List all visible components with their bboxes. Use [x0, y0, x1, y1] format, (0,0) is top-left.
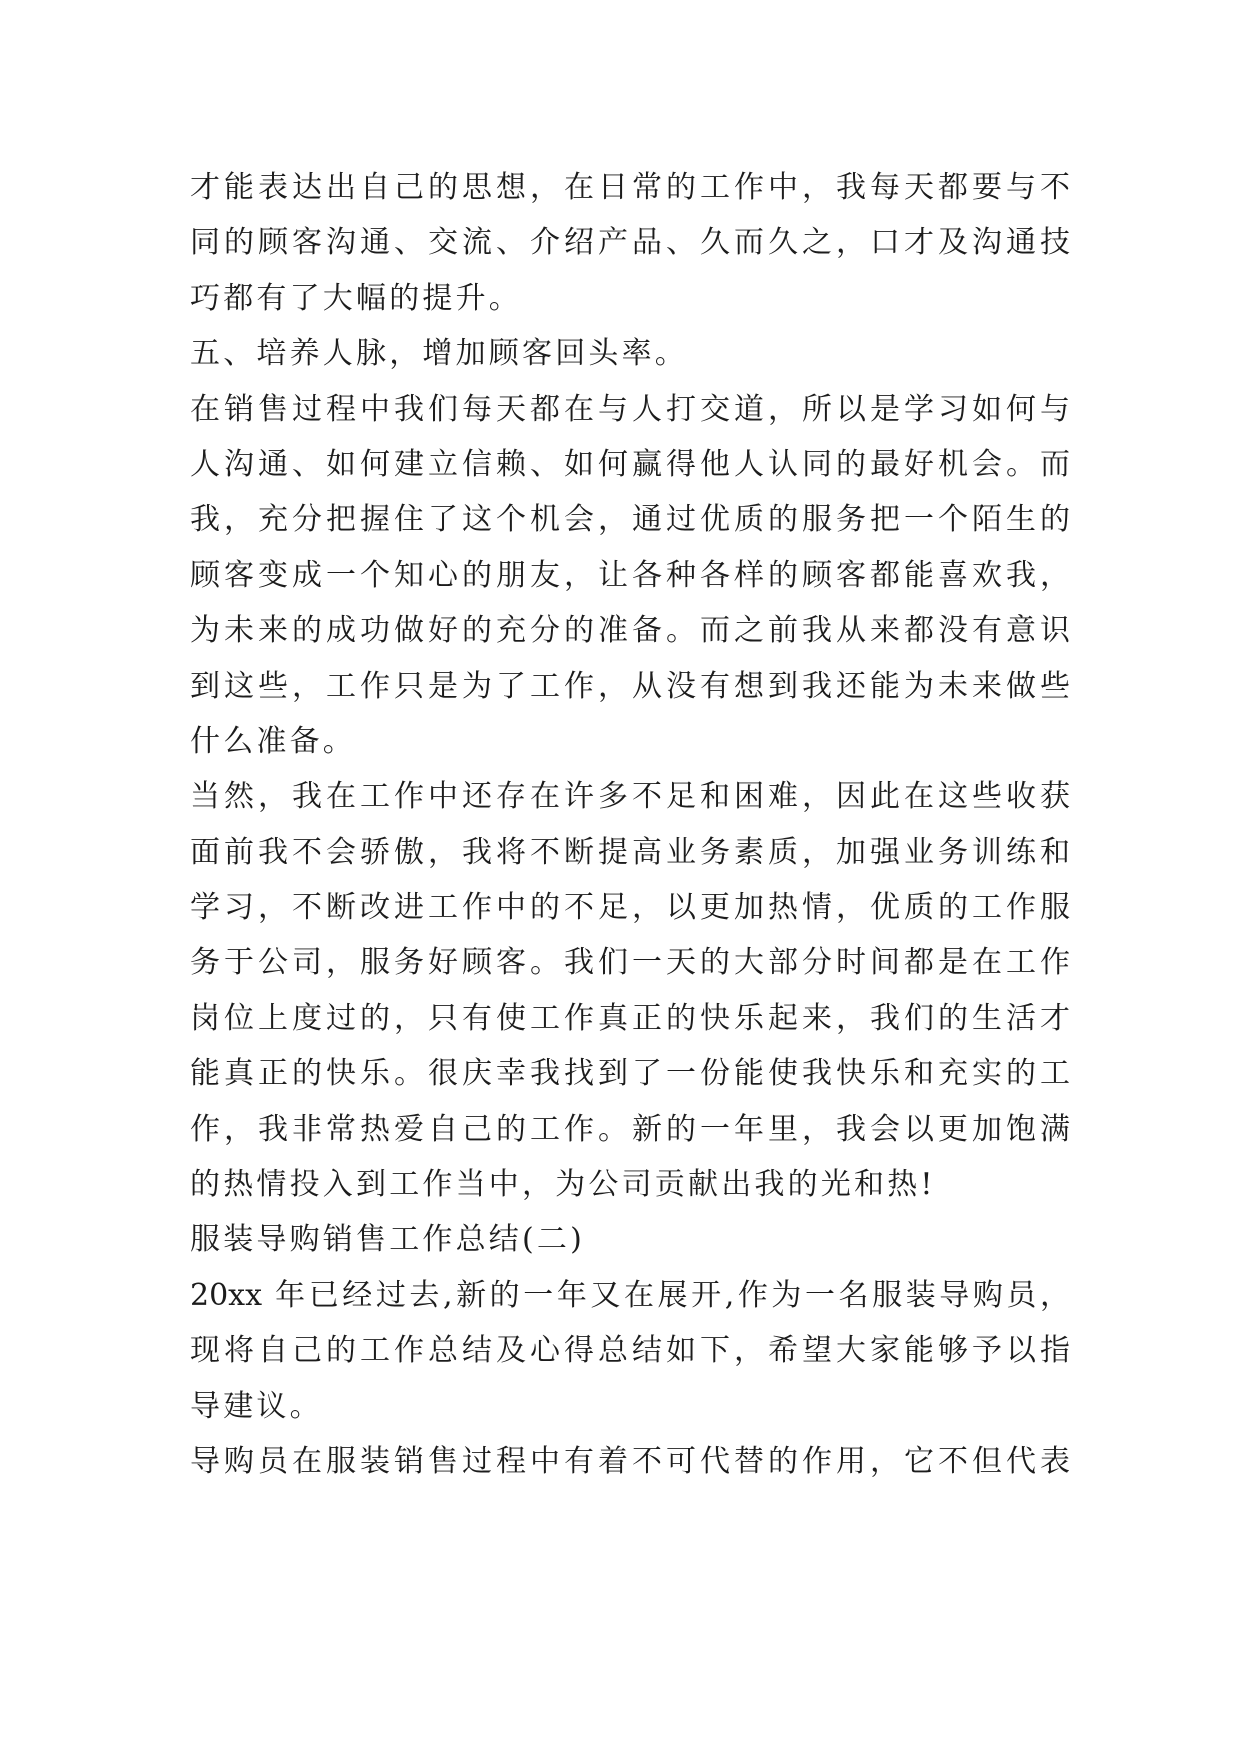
- text-line: 我，充分把握住了这个机会，通过优质的服务把一个陌生的: [190, 502, 1070, 538]
- text-line: 务于公司，服务好顾客。我们一天的大部分时间都是在工作: [190, 945, 1070, 981]
- text-line: 导建议。: [190, 1388, 323, 1424]
- text-line: 在销售过程中我们每天都在与人打交道，所以是学习如何与: [190, 391, 1070, 427]
- text-line: 人沟通、如何建立信赖、如何赢得他人认同的最好机会。而: [190, 446, 1070, 482]
- text-line: 能真正的快乐。很庆幸我找到了一份能使我快乐和充实的工: [190, 1056, 1070, 1092]
- text-line: 才能表达出自己的思想，在日常的工作中，我每天都要与不: [190, 170, 1070, 205]
- text-line: 学习，不断改进工作中的不足，以更加热情，优质的工作服: [190, 890, 1070, 926]
- text-line: 当然，我在工作中还存在许多不足和困难，因此在这些收获: [190, 779, 1070, 815]
- text-line: 岗位上度过的，只有使工作真正的快乐起来，我们的生活才: [190, 1000, 1070, 1036]
- text-line: 什么准备。: [190, 723, 356, 759]
- text-line: 现将自己的工作总结及心得总结如下，希望大家能够予以指: [190, 1333, 1070, 1369]
- section-heading: 五、培养人脉，增加顾客回头率。: [190, 336, 688, 372]
- document-title: 服装导购销售工作总结(二): [190, 1222, 586, 1258]
- text-line: 同的顾客沟通、交流、介绍产品、久而久之，口才及沟通技: [190, 225, 1070, 261]
- text-line: 20xx 年已经过去,新的一年又在展开,作为一名服装导购员，: [190, 1277, 1070, 1313]
- text-line: 的热情投入到工作当中，为公司贡献出我的光和热!: [190, 1167, 936, 1203]
- text-line: 导购员在服装销售过程中有着不可代替的作用，它不但代表: [190, 1443, 1070, 1479]
- document-body: [190, 160, 1070, 1489]
- text-line: 作，我非常热爱自己的工作。新的一年里，我会以更加饱满: [190, 1111, 1070, 1147]
- text-line: 巧都有了大幅的提升。: [190, 280, 522, 316]
- text-line: 顾客变成一个知心的朋友，让各种各样的顾客都能喜欢我，: [190, 557, 1070, 593]
- text-line: 面前我不会骄傲，我将不断提高业务素质，加强业务训练和: [190, 834, 1070, 870]
- text-line: 到这些，工作只是为了工作，从没有想到我还能为未来做些: [190, 668, 1070, 704]
- text-line: 为未来的成功做好的充分的准备。而之前我从来都没有意识: [190, 613, 1070, 649]
